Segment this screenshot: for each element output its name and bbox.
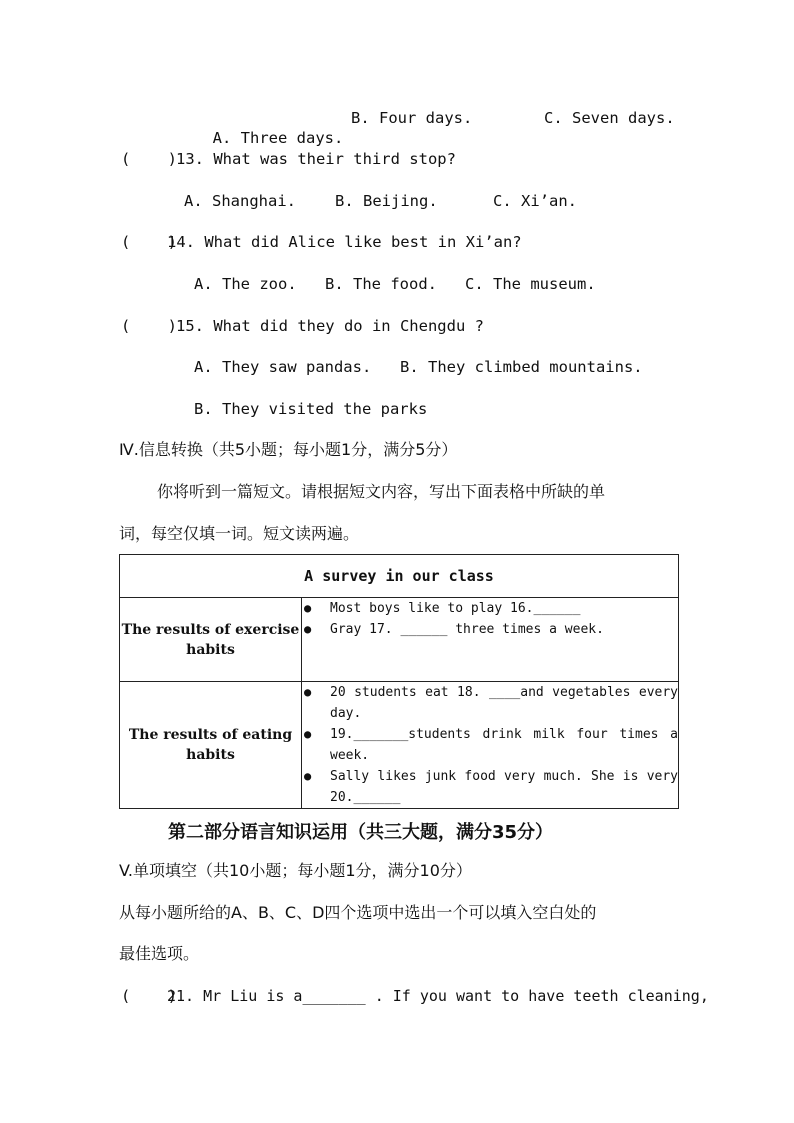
blank-19-item[interactable]: ● 19._______students drink milk four times a week.	[302, 724, 678, 766]
q12-option-a: A. Three days.	[212, 129, 344, 147]
q14-option-c: C. The museum.	[465, 275, 596, 293]
q12-option-b: B. Four days.	[351, 109, 473, 127]
q12-options	[194, 108, 343, 148]
part2-heading: 第二部分语言知识运用（共三大题，满分35分）	[168, 822, 554, 843]
q13-question: 13. What was their third stop?	[176, 150, 456, 168]
q15-question: 15. What did they do in Chengdu ?	[176, 317, 484, 335]
q15-option-a: A. They saw pandas.	[194, 358, 372, 376]
q15-option-c: B. They visited the parks	[194, 400, 428, 418]
section4-heading: Ⅳ.信息转换（共5小题；每小题1分，满分5分）	[119, 440, 458, 459]
q13-bracket[interactable]: ( )	[121, 150, 177, 168]
section5-instruction-2: 最佳选项。	[119, 944, 200, 963]
q13-option-a: A. Shanghai.	[184, 192, 296, 210]
q15-option-b: B. They climbed mountains.	[400, 358, 643, 376]
exercise-habits-label: The results of exercise habits	[120, 598, 302, 682]
survey-table	[119, 554, 679, 809]
q12-option-c: C. Seven days.	[544, 109, 675, 127]
q14-bracket[interactable]: ( )	[121, 233, 177, 251]
blank-20-item[interactable]: ● Sally likes junk food very much. She is very 20.______	[302, 766, 678, 808]
q14-question: 14. What did Alice like best in Xi’an?	[167, 233, 522, 251]
exercise-habits-items	[302, 598, 679, 682]
eating-habits-items	[302, 682, 679, 809]
q13-option-b: B. Beijing.	[335, 192, 438, 210]
blank-18-item[interactable]: ● 20 students eat 18. ____and vegetables every day.	[302, 682, 678, 724]
section4-instruction-2: 词，每空仅填一词。短文读两遍。	[119, 524, 360, 543]
q13-option-c: C. Xi’an.	[493, 192, 577, 210]
eating-habits-label: The results of eating habits	[120, 682, 302, 809]
section5-heading: V.单项填空（共10小题；每小题1分，满分10分）	[119, 861, 472, 880]
q14-option-b: B. The food.	[325, 275, 437, 293]
section5-instruction-1: 从每小题所给的A、B、C、D四个选项中选出一个可以填入空白处的	[119, 903, 597, 922]
q21-bracket[interactable]: ( )	[121, 987, 177, 1005]
q14-option-a: A. The zoo.	[194, 275, 297, 293]
section4-instruction-1: 你将听到一篇短文。请根据短文内容，写出下面表格中所缺的单	[157, 482, 606, 501]
blank-16-item[interactable]: ● Most boys like to play 16.______	[302, 598, 678, 619]
q15-bracket[interactable]: ( )	[121, 317, 177, 335]
survey-title: A survey in our class	[120, 555, 679, 598]
q21-question: 21. Mr Liu is a_______ . If you want to have teeth cleaning,	[167, 987, 709, 1005]
blank-17-item[interactable]: ● Gray 17. ______ three times a week.	[302, 619, 678, 640]
